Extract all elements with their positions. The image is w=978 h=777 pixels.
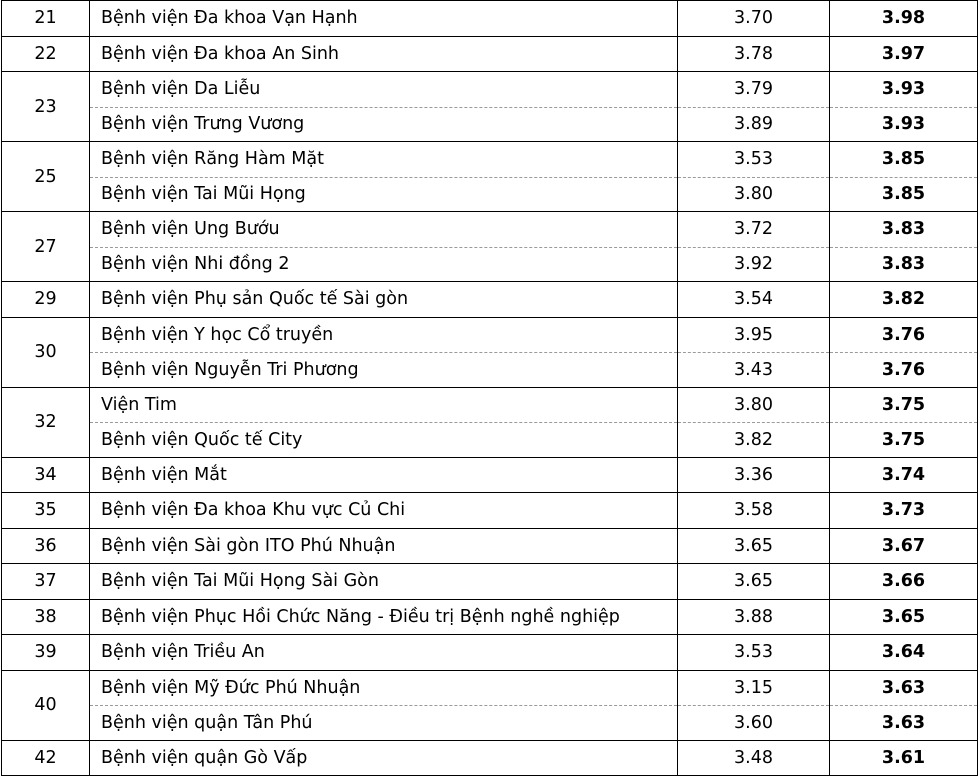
rank-value: 22: [34, 43, 57, 64]
hospital-name: Bệnh viện Tai Mũi Họng: [90, 177, 677, 212]
score-current-value: 3.67: [881, 535, 926, 556]
rank-value: 23: [34, 96, 57, 117]
hospital-name-cell: [90, 142, 678, 212]
hospital-name-cell: [90, 72, 678, 142]
rank-cell: [2, 670, 90, 740]
hospital-name: Bệnh viện Sài gòn ITO Phú Nhuận: [101, 535, 396, 556]
score-current-value: 3.83: [881, 219, 926, 240]
score-current-value: 3.76: [830, 352, 977, 387]
hospital-name: Bệnh viện Mắt: [101, 464, 227, 485]
score-prev-cell: [678, 528, 830, 564]
score-prev-cell: [678, 282, 830, 318]
rank-value: 42: [34, 747, 57, 768]
rank-cell: [2, 317, 90, 387]
score-current-cell: [830, 528, 978, 564]
score-current-value: 3.83: [830, 247, 977, 282]
score-prev-cell: [678, 564, 830, 600]
score-current-value: 3.82: [881, 289, 926, 310]
rank-cell: [2, 740, 90, 776]
score-prev-value: 3.36: [734, 464, 773, 485]
score-current-cell: [830, 282, 978, 318]
score-prev-value: 3.80: [678, 177, 829, 212]
score-current-cell: [830, 212, 978, 282]
score-prev-value: 3.92: [678, 247, 829, 282]
score-prev-value: 3.54: [734, 289, 773, 310]
score-prev-cell: [678, 599, 830, 635]
score-current-cell: [830, 36, 978, 72]
hospital-name-cell: [90, 528, 678, 564]
score-current-value: 3.64: [881, 642, 926, 663]
rank-value: 39: [34, 642, 57, 663]
score-current-value: 3.61: [881, 747, 926, 768]
hospital-name: Bệnh viện Phục Hồi Chức Năng - Điều trị Bệnh nghề nghiệp: [101, 606, 620, 627]
hospital-name: Bệnh viện Ung Bướu: [101, 219, 280, 240]
score-prev-value: 3.15: [734, 677, 773, 698]
table-row: [2, 282, 978, 318]
score-current-value: 3.93: [881, 79, 926, 100]
score-current-value: 3.63: [881, 677, 926, 698]
score-current-cell: [830, 635, 978, 671]
rank-cell: [2, 564, 90, 600]
hospital-name-cell: [90, 564, 678, 600]
score-current-value: 3.97: [881, 43, 926, 64]
hospital-name: Bệnh viện Đa khoa Vạn Hạnh: [101, 8, 358, 29]
score-current-value: 3.85: [881, 149, 926, 170]
score-prev-value: 3.65: [734, 571, 773, 592]
table-row: [2, 564, 978, 600]
hospital-name: Bệnh viện Nguyễn Tri Phương: [90, 352, 677, 387]
rank-cell: [2, 142, 90, 212]
score-current-value: 3.63: [830, 705, 977, 740]
rank-value: 29: [34, 289, 57, 310]
hospital-name-cell: [90, 670, 678, 740]
score-prev-cell: [678, 387, 830, 457]
rank-cell: [2, 387, 90, 457]
score-current-cell: [830, 599, 978, 635]
hospital-name-cell: [90, 317, 678, 387]
hospital-name: Bệnh viện Mỹ Đức Phú Nhuận: [101, 677, 361, 698]
rank-value: 25: [34, 166, 57, 187]
score-current-cell: [830, 72, 978, 142]
hospital-name-cell: [90, 282, 678, 318]
table-row: [2, 740, 978, 776]
score-current-value: 3.75: [881, 394, 926, 415]
hospital-ranking-table: [1, 0, 978, 776]
hospital-name-cell: [90, 635, 678, 671]
hospital-name: Bệnh viện Phụ sản Quốc tế Sài gòn: [101, 289, 409, 310]
score-prev-value: 3.95: [734, 324, 773, 345]
hospital-name: Bệnh viện Y học Cổ truyền: [101, 324, 334, 345]
rank-value: 35: [34, 500, 57, 521]
score-prev-cell: [678, 670, 830, 740]
rank-cell: [2, 493, 90, 529]
score-prev-cell: [678, 740, 830, 776]
table-row: [2, 142, 978, 212]
score-current-value: 3.93: [830, 107, 977, 142]
score-current-value: 3.66: [881, 571, 926, 592]
hospital-name-cell: [90, 493, 678, 529]
hospital-name: Bệnh viện quận Gò Vấp: [101, 747, 308, 768]
table-row: [2, 36, 978, 72]
hospital-name-cell: [90, 36, 678, 72]
table-row: [2, 457, 978, 493]
rank-value: 34: [34, 464, 57, 485]
table-row: [2, 212, 978, 282]
score-current-cell: [830, 387, 978, 457]
rank-cell: [2, 528, 90, 564]
table-body: [2, 1, 978, 776]
table-row: [2, 317, 978, 387]
score-current-value: 3.73: [881, 500, 926, 521]
rank-value: 37: [34, 571, 57, 592]
score-current-cell: [830, 1, 978, 37]
score-prev-value: 3.70: [734, 8, 773, 29]
hospital-name: Bệnh viện Đa khoa An Sinh: [101, 43, 340, 64]
hospital-name-cell: [90, 740, 678, 776]
score-current-value: 3.85: [830, 177, 977, 212]
table-row: [2, 599, 978, 635]
score-current-value: 3.75: [830, 422, 977, 457]
score-prev-value: 3.65: [734, 535, 773, 556]
score-prev-cell: [678, 457, 830, 493]
score-prev-cell: [678, 635, 830, 671]
hospital-name-cell: [90, 212, 678, 282]
score-prev-value: 3.60: [678, 705, 829, 740]
hospital-name: Bệnh viện Triều An: [101, 642, 265, 663]
rank-cell: [2, 599, 90, 635]
table-row: [2, 1, 978, 37]
score-prev-value: 3.80: [734, 394, 773, 415]
rank-value: 30: [34, 342, 57, 362]
hospital-name: Bệnh viện Răng Hàm Mặt: [101, 149, 324, 170]
rank-cell: [2, 282, 90, 318]
score-prev-value: 3.53: [734, 149, 773, 170]
hospital-name: Bệnh viện Đa khoa Khu vực Củ Chi: [101, 500, 406, 521]
hospital-name-cell: [90, 1, 678, 37]
score-prev-value: 3.72: [734, 219, 773, 240]
table-row: [2, 635, 978, 671]
hospital-name: Bệnh viện Trưng Vương: [90, 107, 677, 142]
rank-value: 32: [34, 412, 57, 432]
score-current-cell: [830, 670, 978, 740]
rank-value: 40: [34, 695, 57, 715]
rank-value: 38: [34, 606, 57, 627]
score-prev-value: 3.58: [734, 500, 773, 521]
rank-cell: [2, 635, 90, 671]
score-prev-cell: [678, 72, 830, 142]
rank-value: 21: [34, 8, 57, 29]
score-prev-value: 3.88: [734, 606, 773, 627]
table-row: [2, 670, 978, 740]
score-prev-cell: [678, 493, 830, 529]
score-prev-cell: [678, 1, 830, 37]
score-prev-cell: [678, 36, 830, 72]
hospital-name-cell: [90, 457, 678, 493]
score-current-cell: [830, 142, 978, 212]
hospital-name: Bệnh viện Quốc tế City: [90, 422, 677, 457]
table-row: [2, 493, 978, 529]
rank-value: 36: [34, 535, 57, 556]
hospital-name-cell: [90, 599, 678, 635]
score-current-cell: [830, 493, 978, 529]
hospital-name-cell: [90, 387, 678, 457]
rank-cell: [2, 36, 90, 72]
score-current-cell: [830, 740, 978, 776]
rank-cell: [2, 1, 90, 37]
score-prev-value: 3.43: [678, 352, 829, 387]
hospital-name: Bệnh viện Nhi đồng 2: [90, 247, 677, 282]
table-row: [2, 72, 978, 142]
hospital-name: Bệnh viện Tai Mũi Họng Sài Gòn: [101, 571, 379, 592]
score-prev-value: 3.48: [734, 747, 773, 768]
score-prev-value: 3.53: [734, 642, 773, 663]
table-row: [2, 528, 978, 564]
score-prev-value: 3.89: [678, 107, 829, 142]
hospital-name: Viện Tim: [101, 394, 177, 415]
rank-cell: [2, 457, 90, 493]
score-prev-value: 3.82: [678, 422, 829, 457]
score-current-value: 3.76: [881, 324, 926, 345]
score-current-cell: [830, 564, 978, 600]
score-prev-cell: [678, 142, 830, 212]
score-prev-value: 3.78: [734, 43, 773, 64]
score-prev-cell: [678, 212, 830, 282]
score-prev-cell: [678, 317, 830, 387]
table-row: [2, 387, 978, 457]
hospital-name: Bệnh viện Da Liễu: [101, 79, 261, 100]
score-current-value: 3.74: [881, 464, 926, 485]
score-current-cell: [830, 317, 978, 387]
score-prev-value: 3.79: [734, 79, 773, 100]
score-current-value: 3.65: [881, 606, 926, 627]
rank-value: 27: [34, 236, 57, 257]
rank-cell: [2, 212, 90, 282]
score-current-cell: [830, 457, 978, 493]
rank-cell: [2, 72, 90, 142]
hospital-name: Bệnh viện quận Tân Phú: [90, 705, 677, 740]
score-current-value: 3.98: [881, 8, 926, 29]
